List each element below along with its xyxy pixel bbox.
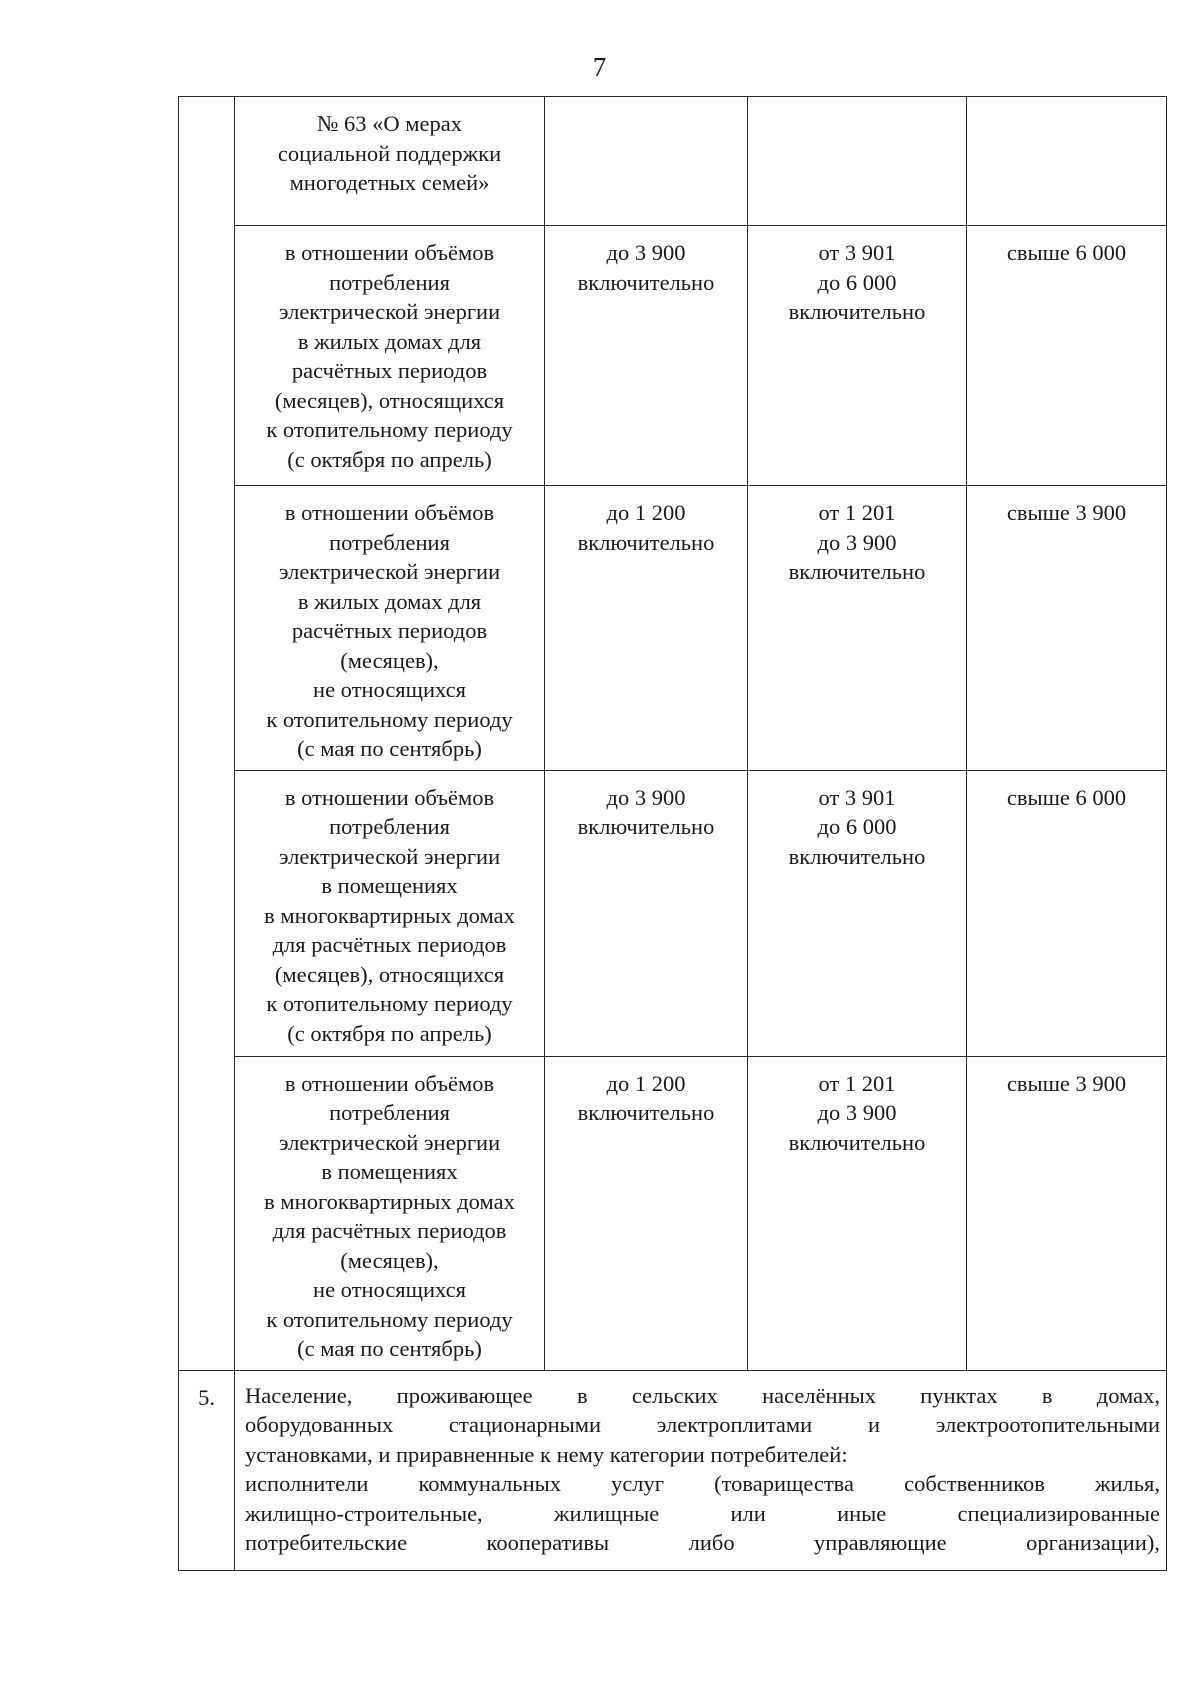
text-line: многодетных семей» xyxy=(289,170,490,195)
text-line: до 1 200 xyxy=(606,500,686,525)
text-line: свыше 6 000 xyxy=(1006,784,1127,810)
text-line: электрической энергии xyxy=(278,559,501,584)
text-line: включительно xyxy=(788,843,926,869)
section-5-line: исполнители коммунальных услуг (товарищества собственников жилья, xyxy=(245,1471,1160,1496)
range-high-cell xyxy=(967,486,1167,771)
text-line: (с октября по апрель) xyxy=(287,1020,492,1046)
range-mid-cell xyxy=(748,770,967,1056)
text-line: до 3 900 xyxy=(606,784,686,810)
text-line: к отопительному периоду xyxy=(266,706,513,732)
text-line: потребления xyxy=(329,529,450,555)
text-line: в помещениях xyxy=(321,1159,458,1184)
text-line: до 3 900 xyxy=(817,529,897,555)
text-line: от 3 901 xyxy=(818,240,896,265)
table-row xyxy=(179,1056,1167,1370)
text-line: (с октября по апрель) xyxy=(287,446,492,472)
section-5-line: оборудованных стационарными электроплитами и электроотопительными xyxy=(245,1412,1160,1437)
range-low-cell xyxy=(545,770,748,1056)
empty-cell xyxy=(967,97,1167,226)
text-line: не относящихся xyxy=(313,1277,466,1302)
page-number: 7 xyxy=(592,52,608,82)
table-row xyxy=(179,770,1167,1056)
text-line: (месяцев), относящихся xyxy=(274,961,505,987)
text-line: свыше 6 000 xyxy=(1006,240,1127,265)
description-cell xyxy=(235,97,545,226)
text-line: для расчётных периодов xyxy=(272,932,507,957)
text-line: включительно xyxy=(788,559,926,584)
text-line: включительно xyxy=(577,814,715,839)
table-row-section-5 xyxy=(179,1370,1167,1570)
text-line: до 6 000 xyxy=(817,269,897,295)
range-mid-cell xyxy=(748,1056,967,1370)
text-line: (с мая по сентябрь) xyxy=(297,1336,482,1361)
text-line: к отопительному периоду xyxy=(266,1306,513,1332)
range-low-cell xyxy=(545,1056,748,1370)
range-mid-cell xyxy=(748,486,967,771)
row-number: 5. xyxy=(179,1370,235,1570)
text-line: (месяцев), относящихся xyxy=(274,387,505,413)
text-line: № 63 «О мерах xyxy=(316,111,463,136)
range-mid-cell xyxy=(748,226,967,486)
range-high-cell xyxy=(967,1056,1167,1370)
range-high-cell xyxy=(967,770,1167,1056)
text-line: потребления xyxy=(329,269,450,295)
text-line: включительно xyxy=(577,529,715,555)
text-line: в жилых домах для xyxy=(297,328,482,354)
range-high-cell xyxy=(967,226,1167,486)
text-line: включительно xyxy=(577,1100,715,1125)
text-line: включительно xyxy=(577,269,715,295)
text-line: до 3 900 xyxy=(606,240,686,265)
text-line: от 3 901 xyxy=(818,784,896,810)
text-line: до 1 200 xyxy=(606,1070,686,1096)
text-line: электрической энергии xyxy=(278,299,501,324)
text-line: расчётных периодов xyxy=(291,618,488,643)
description-cell xyxy=(235,226,545,486)
text-line: к отопительному периоду xyxy=(266,417,513,442)
text-line: не относящихся xyxy=(313,677,466,702)
text-line: в отношении объёмов xyxy=(284,784,495,810)
section-5-line: Население, проживающее в сельских населённых пунктах в домах, xyxy=(245,1382,1160,1408)
section-5-text xyxy=(235,1370,1167,1570)
range-low-cell xyxy=(545,226,748,486)
text-line: потребления xyxy=(329,814,450,839)
text-line: потребления xyxy=(329,1100,450,1125)
section-5-line: потребительские кооперативы либо управляющие организации), xyxy=(245,1530,1160,1555)
table-row xyxy=(179,486,1167,771)
tariff-table xyxy=(178,96,1167,1571)
description-cell xyxy=(235,1056,545,1370)
text-line: (месяцев), xyxy=(340,647,439,673)
text-line: к отопительному периоду xyxy=(266,991,513,1016)
text-line: включительно xyxy=(788,1129,926,1155)
table-row xyxy=(179,97,1167,226)
text-line: от 1 201 xyxy=(818,1070,896,1096)
text-line: в помещениях xyxy=(321,873,458,898)
range-low-cell xyxy=(545,486,748,771)
text-line: от 1 201 xyxy=(818,500,896,525)
text-line: расчётных периодов xyxy=(291,358,488,383)
empty-cell xyxy=(748,97,967,226)
text-line: до 3 900 xyxy=(817,1100,897,1125)
text-line: в многоквартирных домах xyxy=(264,902,515,928)
description-cell xyxy=(235,770,545,1056)
text-line: свыше 3 900 xyxy=(1006,500,1127,525)
text-line: в многоквартирных домах xyxy=(264,1188,515,1214)
text-line: электрической энергии xyxy=(278,843,501,869)
text-line: электрической энергии xyxy=(278,1129,501,1155)
text-line: в жилых домах для xyxy=(297,588,482,614)
empty-cell xyxy=(545,97,748,226)
section-5-line: установками, и приравненные к нему категории потребителей: xyxy=(245,1441,848,1467)
text-line: в отношении объёмов xyxy=(284,1070,495,1096)
text-line: в отношении объёмов xyxy=(284,500,495,525)
text-line: до 6 000 xyxy=(817,814,897,839)
section-5-line: жилищно-строительные, жилищные или иные специализированные xyxy=(245,1500,1160,1526)
text-line: социальной поддержки xyxy=(277,140,502,166)
text-line: включительно xyxy=(788,299,926,324)
table-row xyxy=(179,226,1167,486)
row-number-cell xyxy=(179,97,235,1371)
text-line: для расчётных периодов xyxy=(272,1218,507,1243)
text-line: в отношении объёмов xyxy=(284,240,495,265)
text-line: (месяцев), xyxy=(340,1247,439,1273)
text-line: (с мая по сентябрь) xyxy=(297,736,482,761)
text-line: свыше 3 900 xyxy=(1006,1070,1127,1096)
description-cell xyxy=(235,486,545,771)
